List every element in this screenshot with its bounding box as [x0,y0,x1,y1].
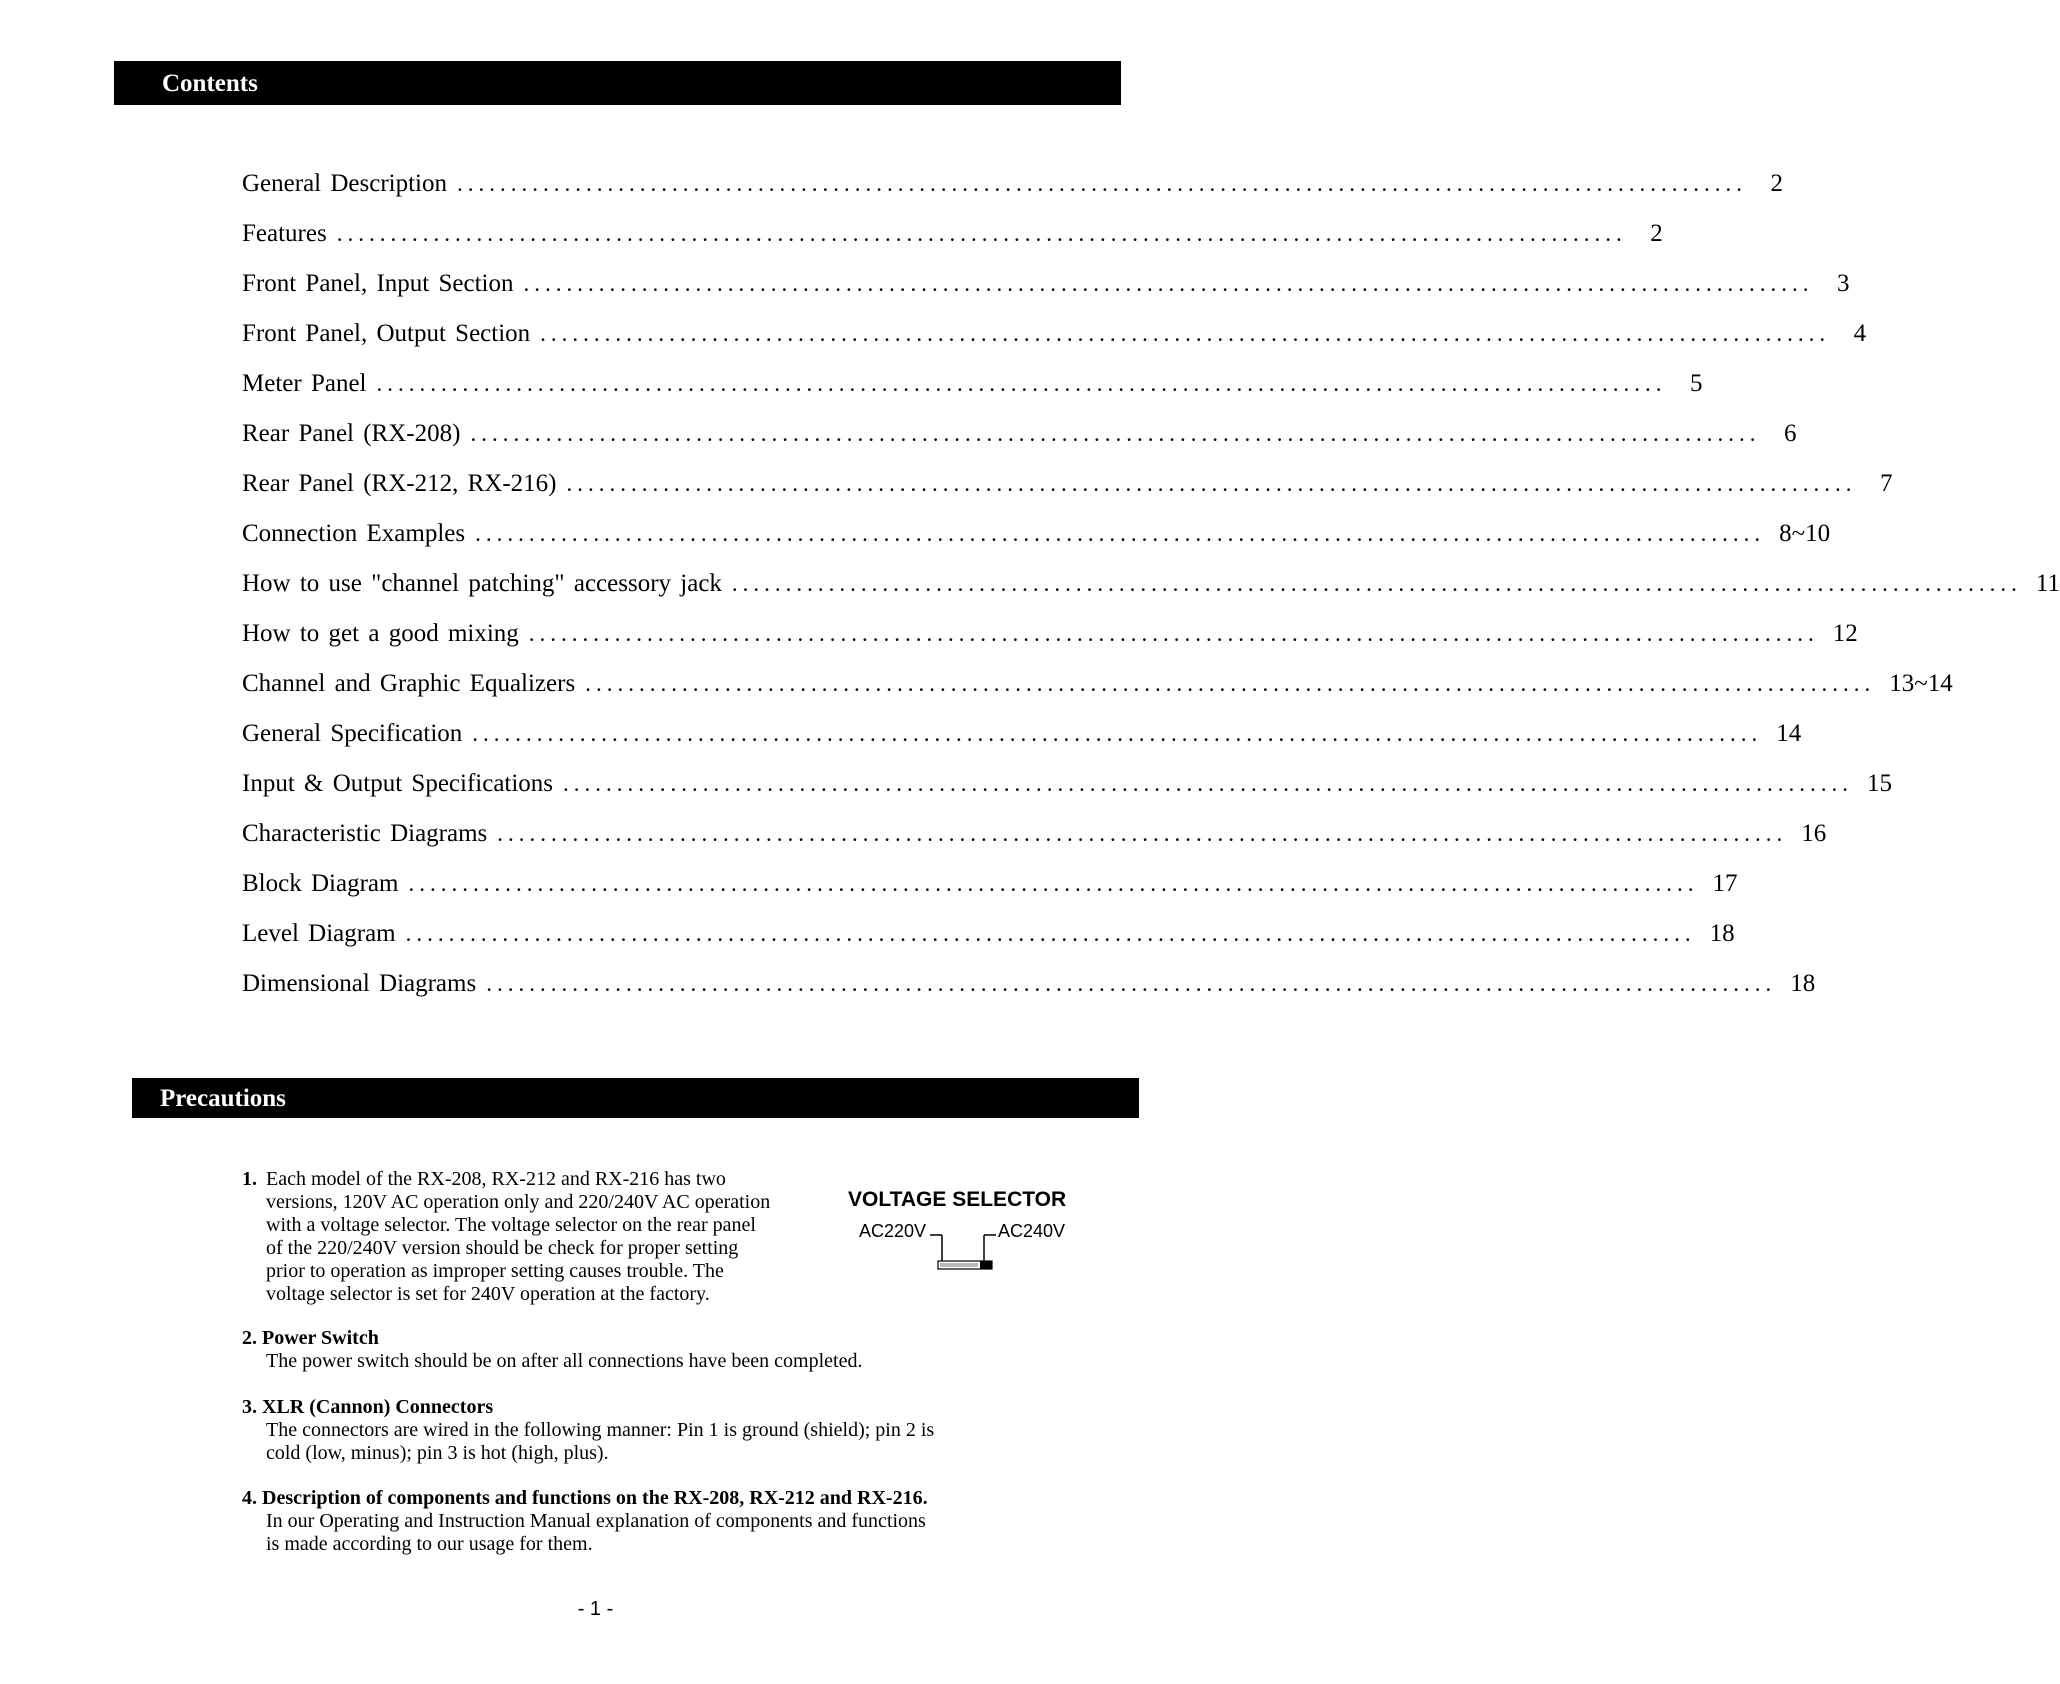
toc-page-number: 15 [1867,770,1893,797]
precaution-line: is made according to our usage for them. [266,1533,593,1555]
toc-title: General Specification [242,720,463,747]
precaution-title: XLR (Cannon) Connectors [262,1396,494,1418]
toc-title: Dimensional Diagrams [242,970,477,997]
toc-title: General Description [242,170,448,197]
toc-page-number: 17 [1712,870,1738,897]
toc-row[interactable] [242,570,2060,606]
toc-page-number: 12 [1832,620,1858,647]
voltage-switch-icon [930,1225,996,1271]
toc-page-number: 8~10 [1779,520,1831,547]
toc-page-number: 6 [1783,420,1797,447]
toc-leader-dots: ........................................................................................................................ [566,471,1857,496]
toc-row[interactable] [242,870,1738,906]
toc-page-number: 18 [1790,970,1816,997]
toc-leader-dots: ........................................................................................................................ [470,421,1761,446]
precaution-line: The power switch should be on after all connections have been completed. [266,1350,863,1372]
precaution-title: Description of components and functions on the RX-208, RX-212 and RX-216. [262,1487,928,1509]
toc-page-number: 16 [1801,820,1827,847]
toc-title: Rear Panel (RX-208) [242,420,461,447]
toc-title: Meter Panel [242,370,367,397]
toc-page-number: 18 [1709,920,1735,947]
toc-row[interactable] [242,720,1802,756]
toc-title: Channel and Graphic Equalizers [242,670,576,697]
precaution-line: voltage selector is set for 240V operation at the factory. [266,1283,710,1305]
precaution-line: Each model of the RX-208, RX-212 and RX-216 has two [266,1168,726,1190]
toc-title: Input & Output Specifications [242,770,554,797]
toc-row[interactable] [242,970,1816,1006]
toc-row[interactable] [242,420,1797,456]
toc-leader-dots: ........................................................................................................................ [336,221,1627,246]
toc-page-number: 2 [1770,170,1784,197]
toc-row[interactable] [242,670,1953,706]
toc-row[interactable] [242,370,1703,406]
toc-title: Front Panel, Input Section [242,270,514,297]
toc-title: How to get a good mixing [242,620,519,647]
precaution-line: The connectors are wired in the following manner: Pin 1 is ground (shield); pin 2 is [266,1419,935,1441]
toc-leader-dots: ........................................................................................................................ [475,521,1766,546]
toc-title: Level Diagram [242,920,396,947]
toc-leader-dots: ........................................................................................................................ [408,871,1699,896]
page-number: - 1 - [577,1598,614,1620]
precaution-line: of the 220/240V version should be check for proper setting [266,1237,739,1259]
voltage-selector-left-label: AC220V [859,1221,927,1241]
toc-title: How to use "channel patching" accessory jack [242,570,722,597]
toc-title: Characteristic Diagrams [242,820,488,847]
toc-title: Connection Examples [242,520,466,547]
toc-page-number: 14 [1776,720,1802,747]
toc-title: Features [242,220,327,247]
toc-leader-dots: ........................................................................................................................ [731,571,2022,596]
precaution-line: with a voltage selector. The voltage selector on the rear panel [266,1214,756,1236]
precaution-line: prior to operation as improper setting causes trouble. The [266,1260,724,1282]
toc-leader-dots: ........................................................................................................................ [497,821,1788,846]
toc-leader-dots: ........................................................................................................................ [563,771,1854,796]
toc-leader-dots: ........................................................................................................................ [523,271,1814,296]
precaution-number: 4. [242,1487,257,1509]
toc-leader-dots: ........................................................................................................................ [405,921,1696,946]
toc-title: Front Panel, Output Section [242,320,531,347]
toc-row[interactable] [242,520,1831,556]
voltage-selector-title: VOLTAGE SELECTOR [848,1188,1067,1211]
precaution-line: versions, 120V AC operation only and 220/240V AC operation [266,1191,771,1213]
toc-row[interactable] [242,170,1784,206]
precaution-number: 3. [242,1396,257,1418]
precaution-item-4 [242,1487,1002,1556]
toc-row[interactable] [242,270,1850,306]
toc-row[interactable] [242,320,1867,356]
toc-leader-dots: ........................................................................................................................ [528,621,1819,646]
toc-row[interactable] [242,770,1893,806]
contents-heading: Contents [162,69,258,97]
precaution-item-3 [242,1396,1002,1465]
toc-leader-dots: ........................................................................................................................ [540,321,1831,346]
precaution-line: cold (low, minus); pin 3 is hot (high, plus). [266,1442,609,1464]
toc-row[interactable] [242,920,1735,956]
toc-leader-dots: ........................................................................................................................ [585,671,1876,696]
toc-title: Rear Panel (RX-212, RX-216) [242,470,557,497]
precautions-heading: Precautions [160,1084,286,1112]
precaution-item-2 [242,1327,1002,1373]
toc-row[interactable] [242,220,1663,256]
toc-page-number: 11 [2035,570,2060,597]
toc-page-number: 4 [1853,320,1867,347]
toc-page-number: 7 [1880,470,1893,497]
precaution-item-1 [242,1168,808,1306]
precaution-title: Power Switch [262,1327,379,1349]
toc-page-number: 13~14 [1889,670,1953,697]
precaution-number: 2. [242,1327,257,1349]
contents-heading-bar [114,61,1121,105]
toc-row[interactable] [242,620,1858,656]
toc-leader-dots: ........................................................................................................................ [486,971,1777,996]
toc-leader-dots: ........................................................................................................................ [457,171,1748,196]
toc-page-number: 3 [1836,270,1850,297]
precaution-number: 1. [242,1168,257,1190]
toc-page-number: 2 [1650,220,1663,247]
toc-row[interactable] [242,470,1893,506]
toc-row[interactable] [242,820,1827,856]
voltage-selector-right-label: AC240V [998,1221,1066,1241]
toc-title: Block Diagram [242,870,399,897]
precautions-heading-bar [132,1078,1139,1118]
toc-leader-dots: ........................................................................................................................ [472,721,1763,746]
precaution-line: In our Operating and Instruction Manual explanation of components and functions [266,1510,926,1532]
toc-page-number: 5 [1689,370,1703,397]
toc-leader-dots: ........................................................................................................................ [376,371,1667,396]
